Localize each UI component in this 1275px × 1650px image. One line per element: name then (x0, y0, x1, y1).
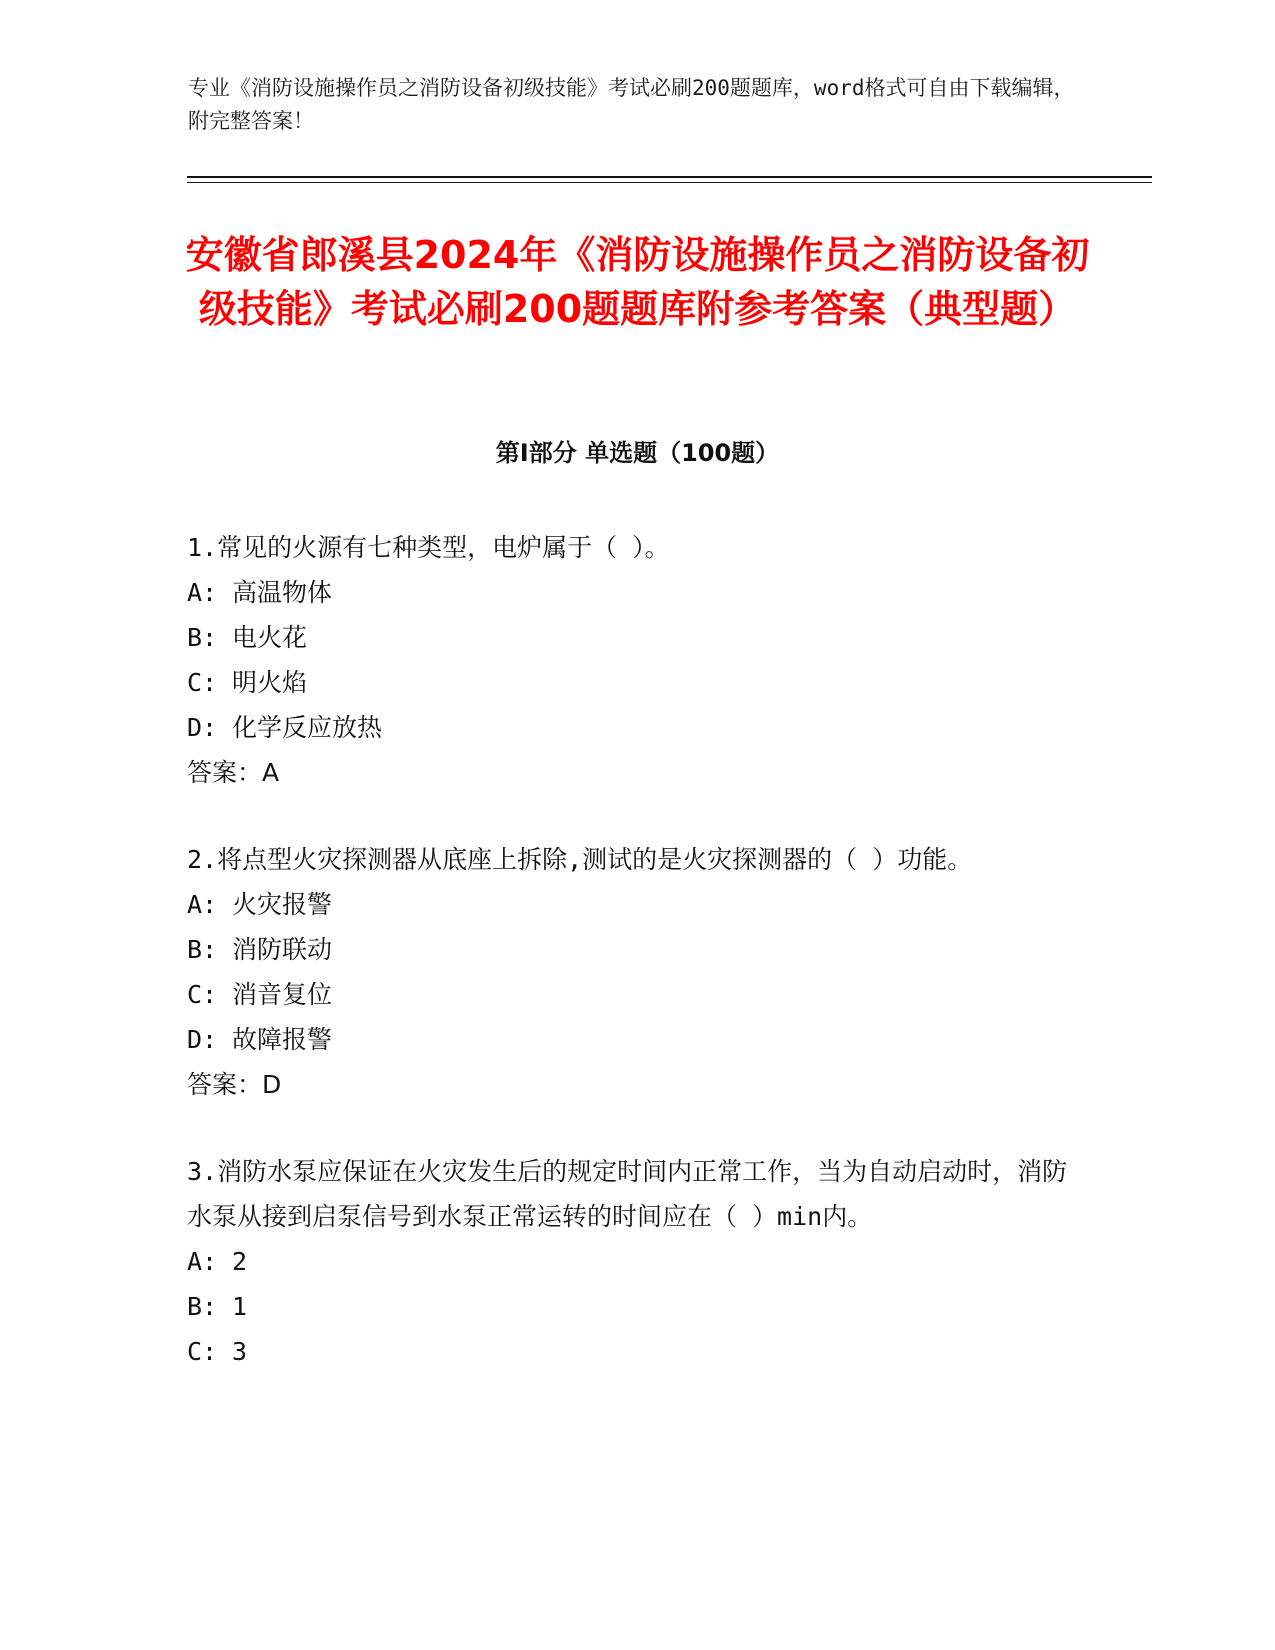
option-c (187, 972, 1072, 1017)
option-b (187, 1284, 1072, 1329)
option-letter: A: (187, 1247, 218, 1276)
option-text: 消音复位 (232, 980, 333, 1009)
option-d (187, 1017, 1072, 1062)
option-letter: D: (187, 713, 218, 742)
option-letter: C: (187, 668, 218, 697)
option-letter: B: (187, 935, 218, 964)
header-note: 专业《消防设施操作员之消防设备初级技能》考试必刷200题题库，word格式可自由下载编辑，附完整答案！ (188, 76, 1075, 133)
question-stem: 3.消防水泵应保证在火灾发生后的规定时间内正常工作，当为自动启动时，消防水泵从接到启泵信号到水泵正常运转的时间应在（ ）min内。 (187, 1157, 1068, 1231)
option-text: 故障报警 (232, 1025, 333, 1054)
option-text: 电火花 (232, 623, 308, 652)
option-letter: A: (187, 890, 218, 919)
option-a (187, 882, 1072, 927)
option-text: 消防联动 (232, 935, 333, 964)
option-a (187, 1239, 1072, 1284)
question-list (187, 525, 1072, 1416)
question-3 (187, 1149, 1072, 1374)
option-d (187, 705, 1072, 750)
option-text: 3 (232, 1337, 248, 1366)
header-divider-thin (187, 182, 1152, 183)
option-text: 明火焰 (232, 668, 308, 697)
option-text: 2 (232, 1247, 248, 1276)
option-text: 高温物体 (232, 578, 333, 607)
option-text: 化学反应放热 (232, 713, 383, 742)
answer-label: 答案：D (187, 1070, 282, 1099)
option-letter: B: (187, 1292, 218, 1321)
option-b (187, 927, 1072, 972)
option-c (187, 1329, 1072, 1374)
option-text: 1 (232, 1292, 248, 1321)
option-c (187, 660, 1072, 705)
option-letter: C: (187, 1337, 218, 1366)
option-letter: A: (187, 578, 218, 607)
answer-label: 答案：A (187, 758, 280, 787)
option-letter: B: (187, 623, 218, 652)
header-divider-thick (187, 176, 1152, 178)
question-1 (187, 525, 1072, 795)
question-2 (187, 837, 1072, 1107)
option-b (187, 615, 1072, 660)
option-letter: C: (187, 980, 218, 1009)
document-title: 安徽省郎溪县2024年《消防设施操作员之消防设备初级技能》考试必刷200题题库附参考答案（典型题） (185, 233, 1090, 331)
option-text: 火灾报警 (232, 890, 333, 919)
option-letter: D: (187, 1025, 218, 1054)
question-stem: 2.将点型火灾探测器从底座上拆除,测试的是火灾探测器的（ ）功能。 (187, 845, 973, 874)
question-stem: 1.常见的火源有七种类型，电炉属于（ ）。 (187, 533, 670, 562)
option-a (187, 570, 1072, 615)
section-heading: 第Ⅰ部分 单选题（100题） (495, 439, 780, 467)
